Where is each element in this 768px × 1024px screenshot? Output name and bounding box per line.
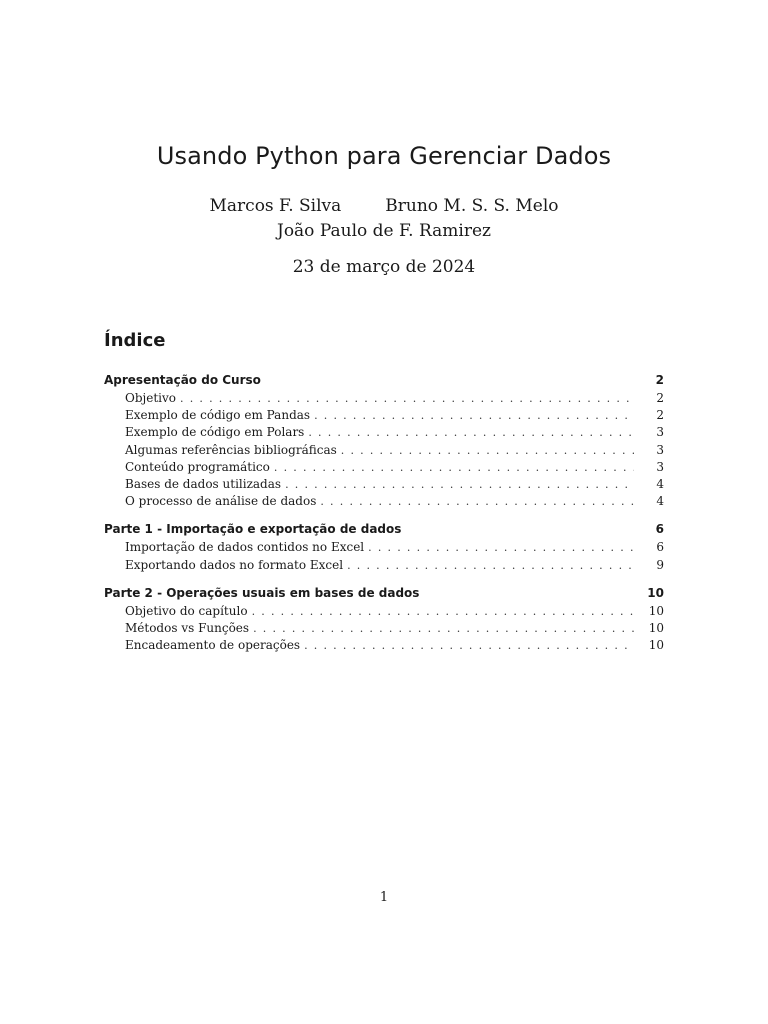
toc-section-heading[interactable] <box>104 373 664 391</box>
table-of-contents <box>104 373 664 666</box>
toc-entry-page: 4 <box>656 494 664 509</box>
toc-entry[interactable] <box>104 558 664 575</box>
toc-entry-label: Importação de dados contidos no Excel <box>125 540 365 555</box>
toc-entry[interactable] <box>104 408 664 425</box>
page-number: 1 <box>379 890 389 905</box>
toc-dot-leader <box>180 392 634 405</box>
author-row <box>0 194 768 219</box>
toc-entry-label: Métodos vs Funções <box>125 620 250 635</box>
toc-entry[interactable] <box>104 494 664 511</box>
toc-section-title: Apresentação do Curso <box>104 373 261 387</box>
toc-dot-leader <box>341 444 634 457</box>
author-name: Marcos F. Silva <box>209 196 342 216</box>
toc-entry[interactable] <box>104 604 664 621</box>
toc-entry-page: 10 <box>648 603 664 618</box>
toc-entry-label: Exemplo de código em Polars <box>125 425 305 440</box>
toc-dot-leader <box>274 461 634 474</box>
toc-entry-page: 2 <box>656 408 664 423</box>
toc-heading: Índice <box>104 330 166 351</box>
toc-entry-label: Algumas referências bibliográficas <box>125 442 337 457</box>
toc-entry[interactable] <box>104 425 664 442</box>
toc-section <box>104 586 664 656</box>
toc-entry-page: 3 <box>656 425 664 440</box>
toc-section <box>104 373 664 511</box>
document-title: Usando Python para Gerenciar Dados <box>156 142 612 170</box>
toc-dot-leader <box>320 495 634 508</box>
toc-entry-label: Exportando dados no formato Excel <box>125 557 344 572</box>
author-name: Bruno M. S. S. Melo <box>385 196 559 216</box>
toc-entry[interactable] <box>104 638 664 655</box>
toc-entry[interactable] <box>104 621 664 638</box>
toc-entry[interactable] <box>104 391 664 408</box>
toc-entry-label: Objetivo <box>125 391 177 405</box>
toc-dot-leader <box>253 622 634 635</box>
author-block <box>0 194 768 244</box>
toc-entry[interactable] <box>104 540 664 557</box>
toc-entry-label: O processo de análise de dados <box>125 494 317 509</box>
toc-entry-label: Exemplo de código em Pandas <box>125 408 311 423</box>
toc-entry-page: 10 <box>648 638 664 653</box>
toc-entry-page: 3 <box>656 459 664 474</box>
toc-dot-leader <box>368 541 634 554</box>
toc-entry-page: 4 <box>656 476 664 491</box>
toc-section-title: Parte 1 - Importação e exportação de dados <box>104 522 402 537</box>
toc-dot-leader <box>308 426 634 439</box>
toc-section-heading[interactable] <box>104 522 664 540</box>
toc-entry-page: 6 <box>656 540 664 555</box>
toc-dot-leader <box>252 605 634 618</box>
toc-section-page: 6 <box>655 522 664 537</box>
toc-entry-page: 2 <box>656 391 664 405</box>
toc-entry-page: 10 <box>648 620 664 635</box>
toc-entry-page: 3 <box>656 442 664 457</box>
toc-entry[interactable] <box>104 460 664 477</box>
toc-entry-label: Objetivo do capítulo <box>125 603 248 618</box>
toc-section-page: 10 <box>647 585 664 600</box>
author-name: João Paulo de F. Ramirez <box>277 221 491 241</box>
toc-section <box>104 522 664 574</box>
toc-entry-page: 9 <box>656 557 664 572</box>
toc-entry[interactable] <box>104 443 664 460</box>
toc-entry-label: Encadeamento de operações <box>125 638 301 653</box>
toc-dot-leader <box>347 559 634 572</box>
toc-section-title: Parte 2 - Operações usuais em bases de dados <box>104 585 420 600</box>
toc-entry-label: Conteúdo programático <box>125 459 270 474</box>
toc-dot-leader <box>304 639 634 652</box>
toc-dot-leader <box>314 409 634 422</box>
toc-section-heading[interactable] <box>104 586 664 604</box>
toc-dot-leader <box>285 478 634 491</box>
toc-entry-label: Bases de dados utilizadas <box>125 476 282 491</box>
document-date: 23 de março de 2024 <box>292 257 476 277</box>
toc-section-page: 2 <box>655 373 664 387</box>
toc-entry[interactable] <box>104 477 664 494</box>
